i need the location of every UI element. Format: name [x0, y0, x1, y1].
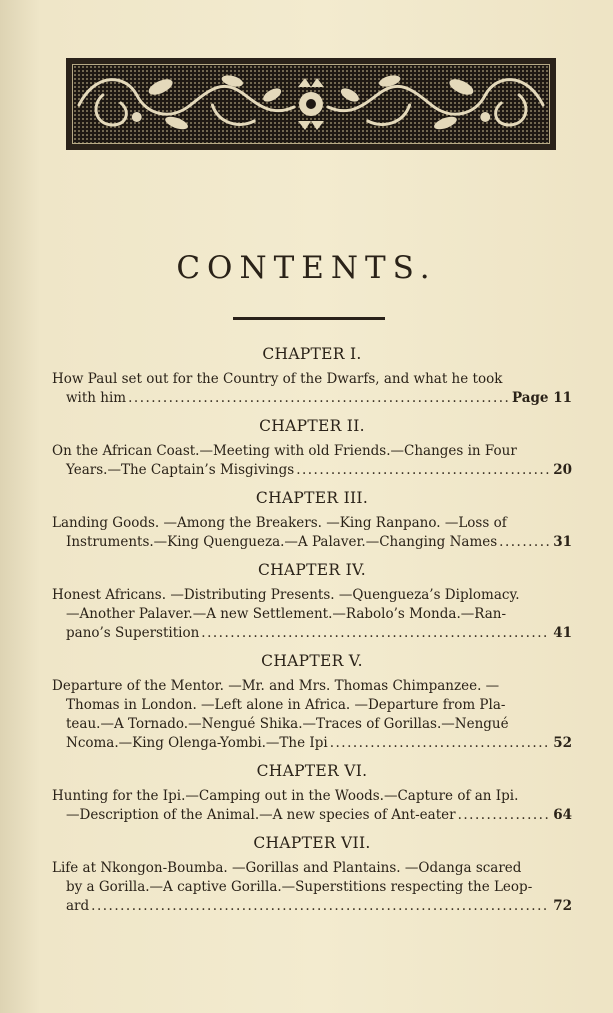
banner-field [72, 64, 550, 144]
summary-line: Departure of the Mentor. —Mr. and Mrs. Thomas Chimpanzee. — [52, 678, 500, 694]
chapter-heading: CHAPTER VII. [253, 834, 371, 852]
chapter-4-entry [52, 561, 572, 643]
summary-last-line [52, 806, 572, 825]
summary-last-line [52, 897, 572, 916]
summary-line: Landing Goods. —Among the Breakers. —King Ranpano. —Loss of [52, 515, 507, 531]
chapter-2-entry [52, 417, 572, 480]
summary-line: ard [66, 898, 90, 914]
page-number: 64 [553, 807, 572, 823]
summary-line: On the African Coast.—Meeting with old Friends.—Changes in Four [52, 443, 517, 459]
dot-leader [458, 806, 550, 825]
dot-leader [296, 461, 549, 480]
chapter-heading: CHAPTER IV. [257, 561, 367, 579]
chapter-heading: CHAPTER III. [255, 489, 369, 507]
chapter-summary [52, 514, 572, 552]
dot-leader [201, 624, 549, 643]
chapter-1-entry [52, 345, 572, 408]
summary-last-line [52, 461, 572, 480]
page-number: 72 [553, 898, 572, 914]
title-rule [233, 317, 385, 320]
page-number: Page 11 [511, 390, 572, 406]
dot-leader [91, 897, 549, 916]
chapter-summary [52, 859, 572, 916]
chapter-summary [52, 787, 572, 825]
summary-line: —Another Palaver.—A new Settlement.—Rabolo’s Monda.—Ran- [66, 606, 507, 622]
summary-line: with him [66, 390, 127, 406]
page-title: CONTENTS. [176, 250, 437, 286]
chapter-6-entry [52, 762, 572, 825]
summary-line: Life at Nkongon-Boumba. —Gorillas and Plantains. —Odanga scared [52, 860, 522, 876]
summary-last-line [52, 389, 572, 408]
page-number: 52 [553, 735, 572, 751]
chapter-summary [52, 442, 572, 480]
chapter-heading: CHAPTER V. [261, 652, 363, 670]
summary-line: Honest Africans. —Distributing Presents. —Quengueza’s Diplomacy. [52, 587, 520, 603]
floral-vine-ornament [73, 65, 549, 143]
page-number: 20 [553, 462, 572, 478]
page-number: 31 [553, 534, 572, 550]
chapter-7-entry [52, 834, 572, 916]
chapter-heading: CHAPTER I. [262, 345, 362, 363]
summary-line: teau.—A Tornado.—Nengué Shika.—Traces of Gorillas.—Nengué [66, 716, 509, 732]
chapter-summary [52, 677, 572, 753]
summary-line: Hunting for the Ipi.—Camping out in the Woods.—Capture of an Ipi. [52, 788, 519, 804]
summary-line: Thomas in London. —Left alone in Africa. —Departure from Pla- [66, 697, 506, 713]
summary-line: pano’s Superstition [66, 625, 200, 641]
chapter-3-entry [52, 489, 572, 552]
summary-line: How Paul set out for the Country of the Dwarfs, and what he took [52, 371, 503, 387]
summary-last-line [52, 734, 572, 753]
chapter-5-entry [52, 652, 572, 753]
summary-line: Years.—The Captain’s Misgivings [66, 462, 295, 478]
summary-last-line [52, 533, 572, 552]
summary-last-line [52, 624, 572, 643]
dot-leader [330, 734, 550, 753]
dot-leader [128, 389, 508, 408]
summary-line: Ncoma.—King Olenga-Yombi.—The Ipi [66, 735, 328, 751]
summary-line: —Description of the Animal.—A new species of Ant-eater [66, 807, 456, 823]
chapter-heading: CHAPTER II. [259, 417, 365, 435]
summary-line: by a Gorilla.—A captive Gorilla.—Superstitions respecting the Leop- [66, 879, 533, 895]
chapter-summary [52, 586, 572, 643]
summary-line: Instruments.—King Quengueza.—A Palaver.—Changing Names [66, 534, 498, 550]
chapter-heading: CHAPTER VI. [256, 762, 368, 780]
ornamental-header-band [66, 58, 556, 150]
table-of-contents [52, 345, 572, 925]
chapter-summary [52, 370, 572, 408]
dot-leader [499, 533, 549, 552]
page-number: 41 [553, 625, 572, 641]
